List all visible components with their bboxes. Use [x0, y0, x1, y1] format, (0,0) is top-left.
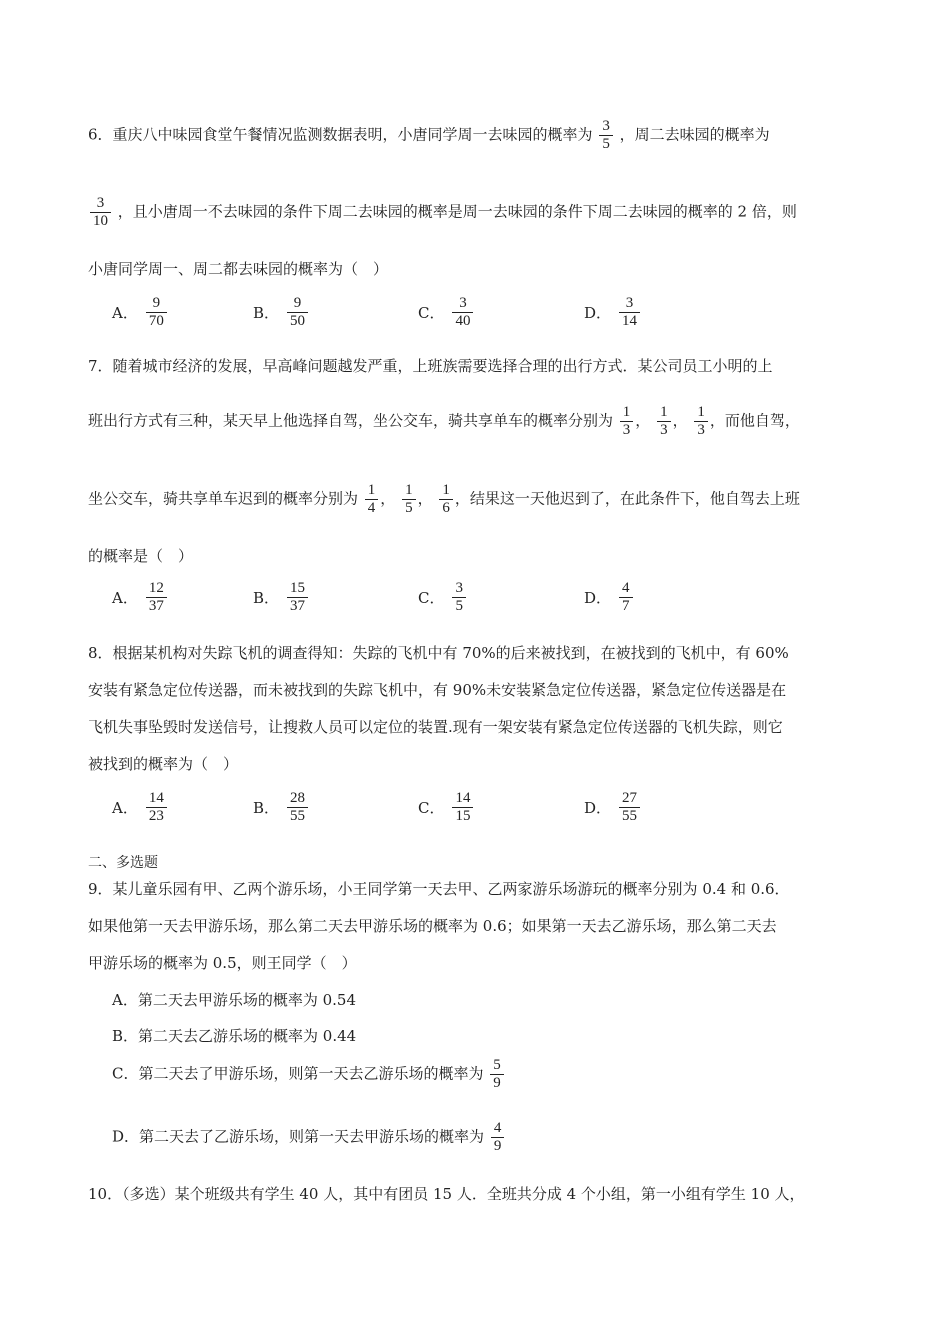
q10-line-1: 10．（多选）某个班级共有学生 40 人，其中有团员 15 人．全班共分成 4 个小组，第一小组有学生 10 人， — [88, 1185, 805, 1203]
q7-late-bike: $\frac{1}{6}$ — [439, 482, 453, 517]
q7-option-d[interactable]: D． $\frac{4}{7}$ — [584, 580, 635, 615]
q8-option-a[interactable]: A． $\frac{14}{23}$ — [112, 790, 169, 825]
q6-line-3: 小唐同学周一、周二都去味园的概率为（ ） — [88, 260, 389, 278]
q7-option-a[interactable]: A． $\frac{12}{37}$ — [112, 580, 169, 615]
q7-prob-bike: $\frac{1}{3}$ — [694, 404, 708, 439]
q8-line-1: 8．根据某机构对失踪飞机的调查得知：失踪的飞机中有 70%的后来被找到，在被找到的飞机中，有 60% — [88, 644, 789, 662]
q6-option-a[interactable]: A． $\frac{9}{70}$ — [112, 295, 169, 330]
q6-text-1b: ，周二去味园的概率为 — [619, 125, 770, 144]
q7-option-b[interactable]: B． $\frac{15}{37}$ — [253, 580, 310, 615]
q7-line-3: 坐公交车，骑共享单车迟到的概率分别为 $\frac{1}{4}$ ， $\frac{1}{5}$ ， $\frac{1}{6}$ ，结果这一天他迟到了，在此条件下，他自驾去上班 — [88, 482, 800, 516]
q9-option-a[interactable]: A．第二天去甲游乐场的概率为 0.54 — [112, 991, 357, 1009]
q9-fraction-d: $\frac{4}{9}$ — [491, 1120, 505, 1155]
q8-option-c[interactable]: C． $\frac{14}{15}$ — [418, 790, 475, 825]
q9-option-c[interactable]: C．第二天去了甲游乐场，则第一天去乙游乐场的概率为 $\frac{5}{9}$ — [112, 1057, 506, 1092]
q6-fraction-tuesday: $\frac{3}{10}$ — [90, 195, 111, 230]
q6-line-2 — [88, 195, 797, 230]
q6-option-c[interactable]: C． $\frac{3}{40}$ — [418, 295, 475, 330]
q9-option-b[interactable]: B．第二天去乙游乐场的概率为 0.44 — [112, 1027, 357, 1045]
q9-fraction-c: $\frac{5}{9}$ — [490, 1057, 504, 1092]
q7-line-2: 班出行方式有三种，某天早上他选择自驾，坐公交车，骑共享单车的概率分别为 $\frac{1}{3}$ ， $\frac{1}{3}$ ， $\frac{1}{3}$ ，而他自驾， — [88, 404, 800, 438]
q7-prob-bus: $\frac{1}{3}$ — [657, 404, 671, 439]
q6-fraction-monday: $\frac{3}{5}$ — [599, 118, 613, 153]
q9-option-d[interactable]: D．第二天去了乙游乐场，则第一天去甲游乐场的概率为 $\frac{4}{9}$ — [112, 1120, 506, 1155]
q6-text-1a: 6．重庆八中味园食堂午餐情况监测数据表明，小唐同学周一去味园的概率为 — [88, 125, 593, 144]
q8-line-2: 安装有紧急定位传送器，而未被找到的失踪飞机中，有 90%未安装紧急定位传送器，紧急定位传送器是在 — [88, 681, 787, 699]
q7-option-c[interactable]: C． $\frac{3}{5}$ — [418, 580, 468, 615]
q8-option-b[interactable]: B． $\frac{28}{55}$ — [253, 790, 310, 825]
q6-text-2: ，且小唐周一不去味园的条件下周二去味园的概率是周一去味园的条件下周二去味园的概率的 2 倍，则 — [117, 202, 797, 221]
q8-option-d[interactable]: D． $\frac{27}{55}$ — [584, 790, 642, 825]
q9-line-3: 甲游乐场的概率为 0.5，则王同学（ ） — [88, 954, 357, 972]
q7-line-1: 7．随着城市经济的发展，早高峰问题越发严重，上班族需要选择合理的出行方式．某公司员工小明的上 — [88, 357, 773, 375]
q8-line-4: 被找到的概率为（ ） — [88, 755, 239, 773]
q7-line-4: 的概率是（ ） — [88, 547, 194, 565]
q9-line-2: 如果他第一天去甲游乐场，那么第二天去甲游乐场的概率为 0.6；如果第一天去乙游乐场，那么第二天去 — [88, 917, 777, 935]
section-heading-multi-choice: 二、多选题 — [88, 855, 158, 871]
q6-option-b[interactable]: B． $\frac{9}{50}$ — [253, 295, 310, 330]
q6-option-d[interactable]: D． $\frac{3}{14}$ — [584, 295, 642, 330]
q7-late-bus: $\frac{1}{5}$ — [402, 482, 416, 517]
q7-prob-drive: $\frac{1}{3}$ — [620, 404, 634, 439]
q7-late-drive: $\frac{1}{4}$ — [365, 482, 379, 517]
q9-line-1: 9．某儿童乐园有甲、乙两个游乐场，小王同学第一天去甲、乙两家游乐场游玩的概率分别为 0.4 和 0.6． — [88, 880, 790, 898]
q6-line-1 — [88, 118, 770, 153]
q8-line-3: 飞机失事坠毁时发送信号，让搜救人员可以定位的装置.现有一架安装有紧急定位传送器的飞机失踪，则它 — [88, 718, 783, 736]
